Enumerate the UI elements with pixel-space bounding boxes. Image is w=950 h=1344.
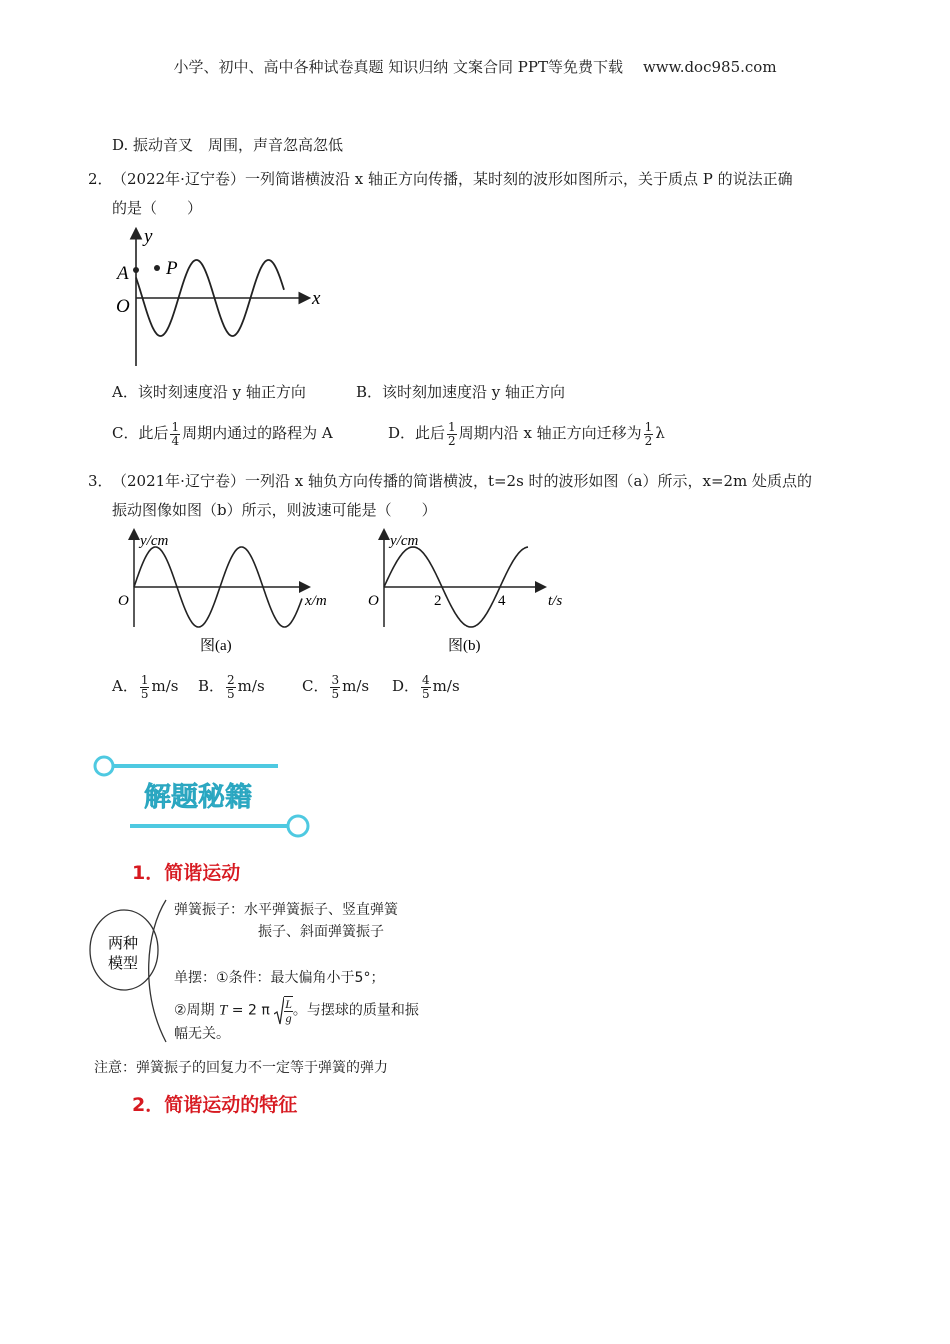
q2-option-d-mid: 周期内沿 x 轴正方向迁移为 bbox=[458, 424, 642, 442]
fig-a-y-label: y/cm bbox=[140, 533, 169, 549]
fraction-denominator: 2 bbox=[448, 433, 456, 448]
q3-stem-line1: （2021年·辽宁卷）一列沿 x 轴负方向传播的简谐横波，t=2s 时的波形如图（a）所示，x=2m 处质点的 bbox=[112, 472, 813, 490]
fraction-denominator: 5 bbox=[140, 686, 149, 701]
q2-option-d-lambda: λ bbox=[655, 424, 665, 442]
fig-b-tick-4: 4 bbox=[498, 593, 506, 609]
q2-y-label: y bbox=[144, 226, 153, 247]
q2-label-a: A bbox=[117, 263, 129, 284]
q3-option-b bbox=[198, 666, 265, 706]
q3-option-a bbox=[112, 666, 178, 706]
fraction-denominator: g bbox=[285, 1011, 292, 1025]
period-suffix: 。与摆球的质量和振 bbox=[292, 1002, 419, 1019]
fig-a-caption: 图(a) bbox=[200, 638, 232, 654]
q2-point-a bbox=[133, 267, 139, 273]
fig-b-tick-2: 2 bbox=[434, 593, 442, 609]
banner-circle-left bbox=[95, 757, 113, 775]
option-unit: m/s bbox=[342, 677, 370, 695]
q2-wave-figure bbox=[108, 222, 348, 372]
pendulum-line3: 幅无关。 bbox=[174, 1026, 230, 1042]
header-slogan: 小学、初中、高中各种试卷真题 知识归纳 文案合同 PPT等免费下载 bbox=[173, 58, 623, 76]
fraction-denominator: 5 bbox=[422, 686, 430, 701]
fraction-numerator: 1 bbox=[644, 419, 653, 434]
fraction-numerator: L bbox=[285, 997, 292, 1011]
fraction-numerator: 2 bbox=[227, 672, 235, 687]
q3-number: 3． bbox=[88, 472, 113, 490]
fraction-numerator: 1 bbox=[448, 419, 456, 434]
q1-option-d: D. 振动音叉 周围，声音忽高忽低 bbox=[112, 136, 344, 154]
period-equals: = 2 π bbox=[227, 1002, 270, 1019]
q3-figure-b bbox=[358, 525, 578, 665]
fraction-denominator: 4 bbox=[171, 433, 180, 448]
note-line: 注意：弹簧振子的回复力不一定等于弹簧的弹力 bbox=[94, 1060, 388, 1076]
circle-text-line1: 两种 bbox=[108, 934, 139, 952]
page-header bbox=[0, 56, 950, 77]
option-fraction bbox=[140, 674, 150, 701]
fig-b-t-label: t/s bbox=[548, 593, 563, 609]
option-fraction bbox=[226, 674, 236, 701]
q2-option-d-prefix: D．此后 bbox=[388, 424, 446, 442]
option-unit: m/s bbox=[237, 677, 265, 695]
q2-option-c-prefix: C．此后 bbox=[112, 424, 169, 442]
fraction-numerator: 3 bbox=[331, 672, 340, 687]
option-fraction bbox=[330, 674, 340, 701]
sqrt-expression bbox=[274, 996, 293, 1025]
q2-option-a: A．该时刻速度沿 y 轴正方向 bbox=[112, 383, 306, 401]
section-2-title: 2．简谐运动的特征 bbox=[132, 1094, 298, 1116]
banner-circle-right bbox=[288, 816, 308, 836]
q3-figure-a bbox=[108, 525, 344, 665]
q2-option-d-fraction-2 bbox=[644, 421, 654, 448]
q3-stem-line2: 振动图像如图（b）所示，则波速可能是（ ） bbox=[112, 501, 437, 519]
model-diagram bbox=[86, 892, 186, 1052]
banner-title: 解题秘籍 bbox=[144, 782, 252, 813]
spring-model-line2: 振子、斜面弹簧振子 bbox=[258, 924, 384, 940]
section-1-title: 1．简谐运动 bbox=[132, 862, 241, 884]
option-unit: m/s bbox=[151, 677, 179, 695]
pendulum-condition: 单摆：①条件：最大偏角小于5°； bbox=[174, 970, 385, 986]
option-label: B． bbox=[198, 677, 225, 695]
q2-option-c-suffix: 周期内通过的路程为 A bbox=[182, 424, 333, 442]
q2-option-b: B．该时刻加速度沿 y 轴正方向 bbox=[356, 383, 566, 401]
fraction-numerator: 1 bbox=[140, 672, 149, 687]
period-prefix: ②周期 bbox=[174, 1002, 215, 1019]
q3-option-d bbox=[392, 666, 460, 706]
q2-option-d-fraction-1 bbox=[447, 421, 457, 448]
fraction-denominator: 5 bbox=[331, 686, 340, 701]
spring-model-line1: 弹簧振子：水平弹簧振子、竖直弹簧 bbox=[174, 902, 398, 918]
option-label: A． bbox=[112, 677, 138, 695]
q2-x-label: x bbox=[312, 288, 321, 309]
option-label: C． bbox=[302, 677, 329, 695]
option-fraction bbox=[421, 674, 431, 701]
sqrt-sign-icon bbox=[274, 996, 284, 1026]
q2-option-c-fraction bbox=[170, 421, 180, 448]
circle-text-line2: 模型 bbox=[108, 954, 139, 972]
fig-b-y-label: y/cm bbox=[390, 533, 419, 549]
fig-a-x-label: x/m bbox=[305, 593, 327, 609]
period-symbol: T bbox=[219, 1002, 228, 1019]
q2-number: 2． bbox=[88, 170, 113, 188]
option-unit: m/s bbox=[432, 677, 460, 695]
fig-b-origin: O bbox=[368, 593, 379, 609]
q3-option-c bbox=[302, 666, 369, 706]
q2-stem-line2: 的是（ ） bbox=[112, 199, 203, 217]
header-url: www.doc985.com bbox=[642, 58, 777, 76]
fraction-denominator: 5 bbox=[227, 686, 235, 701]
fraction-denominator: 2 bbox=[644, 433, 653, 448]
pendulum-period bbox=[174, 996, 419, 1025]
section-banner bbox=[92, 750, 324, 842]
q2-stem-line1: （2022年·辽宁卷）一列简谐横波沿 x 轴正方向传播，某时刻的波形如图所示，关于质点 P 的说法正确 bbox=[112, 170, 793, 188]
q2-option-c bbox=[112, 413, 333, 453]
sqrt-fraction bbox=[284, 996, 293, 1025]
fig-a-origin: O bbox=[118, 593, 129, 609]
fig-b-caption: 图(b) bbox=[448, 638, 481, 654]
q2-origin-label: O bbox=[116, 296, 130, 317]
q2-option-d bbox=[388, 413, 665, 453]
fraction-numerator: 1 bbox=[171, 419, 180, 434]
q2-point-p bbox=[154, 265, 160, 271]
q2-label-p: P bbox=[166, 258, 178, 279]
fraction-numerator: 4 bbox=[422, 672, 430, 687]
option-label: D． bbox=[392, 677, 420, 695]
